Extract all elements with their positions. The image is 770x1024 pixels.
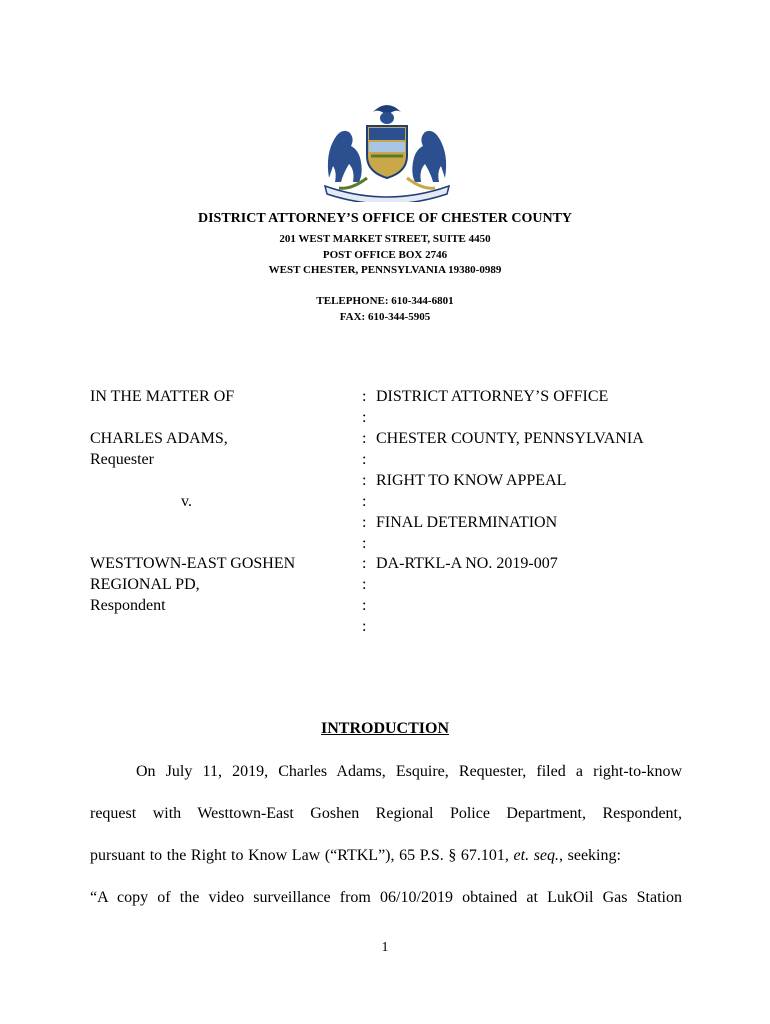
caption-colon: : [362, 409, 367, 426]
caption-colon: : [362, 618, 367, 635]
caption-colon: : [362, 451, 367, 468]
caption-matter: IN THE MATTER OF [90, 388, 235, 405]
body-text: On July 11, 2019, Charles Adams, Esquire, Requester, filed a right-to-know [136, 763, 682, 780]
body-line [90, 804, 682, 824]
fax-line: FAX: 610-344-5905 [339, 311, 431, 323]
body-text-italic: et. seq. [513, 847, 560, 864]
caption-requester-name: CHARLES ADAMS, [90, 430, 228, 447]
body-text: “A copy of the video surveillance from 06/10/2019 obtained at LukOil Gas Station [90, 889, 682, 906]
caption-colon: : [362, 388, 367, 405]
office-name: DISTRICT ATTORNEY’S OFFICE OF CHESTER COUNTY [197, 211, 573, 226]
caption-colon: : [362, 514, 367, 531]
caption-county: CHESTER COUNTY, PENNSYLVANIA [376, 430, 644, 447]
caption-office: DISTRICT ATTORNEY’S OFFICE [376, 388, 609, 405]
section-title-introduction: INTRODUCTION [320, 720, 449, 737]
caption-versus: v. [181, 493, 192, 510]
pennsylvania-seal-icon [311, 98, 463, 202]
caption-respondent-name-2: REGIONAL PD, [90, 576, 200, 593]
caption-docket-number: DA-RTKL-A NO. 2019-007 [376, 555, 558, 572]
address-line-1: 201 WEST MARKET STREET, SUITE 4450 [279, 233, 491, 245]
body-line [90, 846, 682, 866]
caption-appeal: RIGHT TO KNOW APPEAL [376, 472, 567, 489]
body-text: pursuant to the Right to Know Law (“RTKL”), 65 P.S. § 67.101, [90, 847, 514, 864]
caption-colon: : [362, 493, 367, 510]
body-text: , seeking: [559, 847, 621, 864]
caption-requester-role: Requester [90, 451, 154, 468]
page-number: 1 [381, 940, 389, 955]
telephone-line: TELEPHONE: 610-344-6801 [316, 295, 454, 307]
caption-colon: : [362, 535, 367, 552]
caption-colon: : [362, 555, 367, 572]
caption-colon: : [362, 472, 367, 489]
caption-respondent-role: Respondent [90, 597, 166, 614]
address-line-3: WEST CHESTER, PENNSYLVANIA 19380-0989 [268, 264, 502, 276]
address-line-2: POST OFFICE BOX 2746 [322, 249, 448, 261]
caption-respondent-name-1: WESTTOWN-EAST GOSHEN [90, 555, 296, 572]
body-line [136, 762, 682, 782]
caption-colon: : [362, 430, 367, 447]
body-text: request with Westtown-East Goshen Regional Police Department, Respondent, [90, 805, 682, 822]
caption-colon: : [362, 576, 367, 593]
caption-colon: : [362, 597, 367, 614]
body-line [90, 888, 682, 908]
caption-determination: FINAL DETERMINATION [376, 514, 558, 531]
